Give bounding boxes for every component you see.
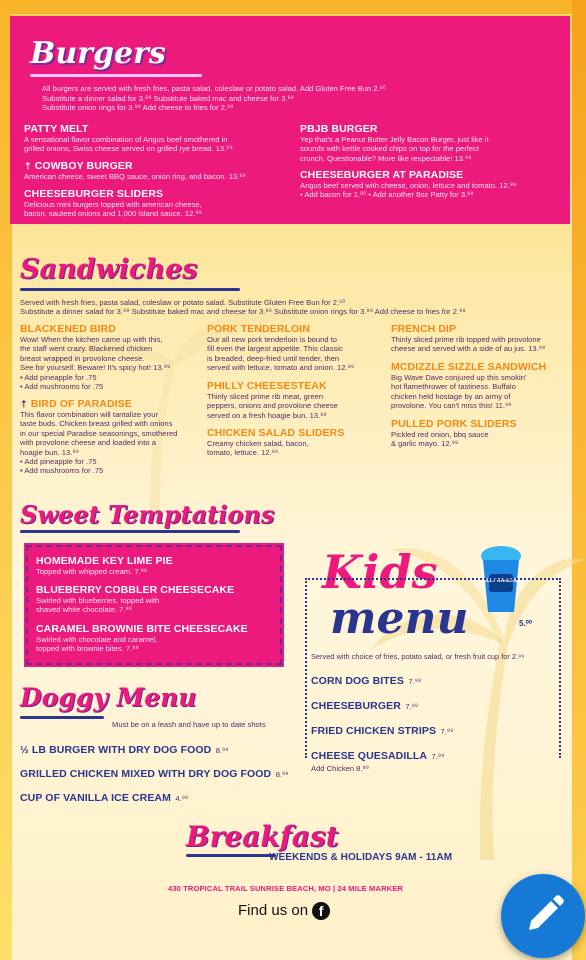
doggy-item: CUP OF VANILLA ICE CREAM 4.⁹⁹ [20, 792, 189, 804]
kids-item-cheese-quesadilla: CHEESE QUESADILLA 7.⁹⁹ [311, 750, 445, 762]
item-desc: shaved white chocolate. 7.⁹⁹ [36, 605, 132, 615]
doggy-item: GRILLED CHICKEN MIXED WITH DRY DOG FOOD 8.⁹⁹ [20, 768, 289, 780]
menu-item-pbjb-burger [300, 123, 566, 163]
menu-item-pork-tenderloin [207, 323, 387, 373]
item-desc: • Add pineapple for .75 [20, 372, 97, 382]
item-desc: the staff went crazy. Blackened chicken [20, 344, 153, 354]
item-desc: American cheese, sweet BBQ sauce, onion ring, and bacon. 13.⁹⁹ [24, 172, 246, 181]
doggy-title: Doggy Menu [20, 683, 197, 712]
menu-item-pulled-pork-sliders [391, 418, 571, 449]
item-desc: Angus beef served with cheese, onion, lettuce and tomato. 12.⁹⁹ [300, 181, 517, 190]
item-desc: topped with brownie bites. 7.⁹⁹ [36, 644, 139, 654]
item-name: COWBOY BURGER [34, 160, 133, 172]
item-name: CARAMEL BROWNIE BITE CHEESECAKE [36, 623, 248, 635]
sandwiches-title: Sandwiches [20, 254, 198, 285]
frame-top [0, 0, 586, 14]
breakfast-hours: WEEKENDS & HOLIDAYS 9AM - 11AM [269, 852, 453, 863]
doggy-title-underline [20, 716, 104, 719]
item-desc: fill even the largest appetite. This classic [207, 344, 343, 354]
item-desc: chicken held hostage by an army of [391, 391, 511, 401]
sweets-title-underline [20, 530, 240, 533]
slushie-price: 5.⁰⁰ [519, 619, 533, 628]
item-name: BLUEBERRY COBBLER CHEESECAKE [36, 584, 235, 596]
item-desc: • Add mushrooms for .75 [20, 382, 104, 392]
item-desc: breast wrapped in provolone cheese. [20, 353, 145, 363]
burgers-intro [42, 84, 482, 113]
kids-item-fried-chicken-strips: FRIED CHICKEN STRIPS 7.⁹⁹ [311, 725, 454, 737]
item-name: PATTY MELT [24, 123, 89, 135]
item-name: CHEESEBURGER SLIDERS [24, 188, 164, 200]
item-desc: hoagie bun. 13.⁹⁹ [20, 447, 79, 457]
pencil-icon [501, 874, 585, 958]
menu-item-patty-melt [24, 123, 294, 154]
item-desc: provolone. You can't miss this! 11.⁹⁹ [391, 401, 512, 411]
item-desc: Topped with whipped cream. 7.⁹⁹ [36, 567, 148, 576]
menu-item-chicken-salad-sliders [207, 427, 387, 458]
item-desc: Pickled red onion, bbq sauce [391, 430, 489, 439]
burgers-section [10, 16, 570, 224]
item-desc: A sensational flavor combination of Angus beef smothered in [24, 135, 228, 144]
item-desc: This flavor combination will tantalize your [20, 410, 159, 419]
item-name: PULLED PORK SLIDERS [391, 418, 517, 430]
item-desc: • Add mushrooms for .75 [20, 466, 104, 476]
menu-item-cheeseburger-at-paradise [300, 169, 566, 200]
item-desc: Creamy chicken salad, bacon, [207, 439, 309, 448]
item-desc: Thinly sliced prime rib meat, green [207, 392, 324, 401]
kids-title-line2: menu [330, 593, 469, 644]
menu-item-mcdizzle-sizzle-sandwich [391, 361, 571, 411]
item-name: CHICKEN SALAD SLIDERS [207, 427, 345, 439]
find-us-label: Find us on [238, 902, 309, 919]
sandwiches-title-underline [20, 288, 240, 291]
item-desc: Delicious mini burgers topped with american cheese, [24, 200, 202, 209]
burgers-title: Burgers [30, 36, 166, 71]
sandwiches-intro [20, 298, 566, 317]
item-desc: See for yourself. Beware! It's spicy hot! 13.⁹⁹ [20, 363, 171, 373]
item-desc: cheese and served with a side of au jus. 13.⁹⁹ [391, 344, 546, 354]
item-desc: bacon, sauteed onions and 1,000 island sauce. 12.⁹⁹ [24, 209, 202, 219]
item-desc: tomato, lettuce. 12.⁹⁹ [207, 448, 279, 458]
kids-addon: Add Chicken 8.⁹⁹ [311, 764, 370, 773]
item-desc: grilled onions, Swiss cheese served on grilled rye bread. 13.⁹⁹ [24, 144, 233, 154]
sweets-title: Sweet Temptations [20, 500, 275, 529]
item-name: MCDIZZLE SIZZLE SANDWICH [391, 361, 547, 373]
item-desc: Our all new pork tenderloin is bound to [207, 335, 338, 344]
facebook-icon[interactable]: f [312, 902, 330, 920]
kids-item-corn-dog-bites: CORN DOG BITES 7.⁹⁹ [311, 675, 422, 687]
item-desc: crunch. Questionable? More like respectable! 13.⁹⁹ [300, 153, 472, 163]
item-desc: • Add pineapple for .75 [20, 457, 97, 467]
slushie-brand: JOLLY RANCHER [480, 578, 522, 584]
item-desc: peppers, onions and provolone cheese [207, 401, 338, 411]
sweets-box [26, 545, 282, 665]
kids-items [311, 671, 561, 773]
item-desc: hot flamethrower of tastiness. Buffalo [391, 382, 516, 392]
doggy-items [20, 740, 310, 806]
menu-item-blackened-bird [20, 323, 206, 391]
item-desc: taste buds. Chicken breast grilled with onions [20, 419, 173, 429]
menu-item-philly-cheesesteak [207, 380, 387, 420]
edit-fab-button[interactable] [501, 874, 585, 958]
item-name: PBJB BURGER [300, 123, 378, 135]
doggy-item: ½ LB BURGER WITH DRY DOG FOOD 8.⁹⁹ [20, 744, 229, 756]
item-desc: Wow! When the kitchen came up with this, [20, 335, 163, 344]
address: 430 TROPICAL TRAIL SUNRISE BEACH, MO | 24 MILE MARKER [168, 884, 403, 893]
sandwiches-intro-line: Served with fresh fries, pasta salad, coleslaw or potato salad. Substitute Gluten Free Bun for 2.⁵⁰ [20, 298, 346, 307]
item-name: PORK TENDERLOIN [207, 323, 311, 335]
kids-item-cheeseburger: CHEESEBURGER 7.⁹⁹ [311, 700, 419, 712]
menu-item-bird-of-paradise [20, 398, 206, 476]
breakfast-title: Breakfast [186, 820, 339, 853]
item-desc: Big Wave Dave conjured up this smokin' [391, 373, 527, 382]
item-desc: sounds with kettle cooked chips on top for the perfect [300, 144, 479, 154]
kids-intro: Served with choice of fries, potato salad, or fresh fruit cup for 2.⁹⁹ [311, 652, 525, 661]
burgers-intro-line: Substitute a dinner salad for 3.⁹⁹ Substitute baked mac and cheese for 3.⁹⁹ [42, 93, 294, 103]
item-name: HOMEMADE KEY LIME PIE [36, 555, 173, 567]
burgers-intro-line: Substitute onion rings for 3.⁹⁹ Add cheese to fries for 2.⁹⁹ [42, 103, 234, 113]
kids-title-line1: Kids [322, 545, 438, 599]
pin-icon: ⇡ [20, 399, 28, 409]
burgers-intro-line: All burgers are served with fresh fries, pasta salad, coleslaw or potato salad. Add Gluten Free Bun 2.⁵⁰ [42, 84, 386, 93]
burgers-title-underline [30, 74, 202, 77]
menu-item-key-lime-pie [36, 555, 276, 576]
breakfast-title-underline [186, 854, 276, 857]
item-desc: with provolone cheese and loaded into a [20, 438, 156, 448]
item-desc: Swirled with blueberries, topped with [36, 596, 160, 605]
item-desc: • Add bacon for 1.⁰⁰ • Add another 8oz Patty for 3.⁹⁹ [300, 190, 474, 200]
item-name: BLACKENED BIRD [20, 323, 116, 335]
item-desc: & garlic mayo. 12.⁹⁹ [391, 439, 459, 449]
item-desc: served on a fresh hoagie bun. 13.⁹⁹ [207, 410, 327, 420]
item-desc: is breaded, deep-fried until tender, then [207, 353, 340, 363]
find-us-on-facebook[interactable] [238, 902, 330, 920]
menu-item-french-dip [391, 323, 571, 354]
doggy-note: Must be on a leash and have up to date shots [112, 720, 266, 729]
item-desc: Swirled with chocolate and caramel, [36, 635, 158, 644]
item-desc: served with lettuce, tomato and onion. 12.⁹⁹ [207, 363, 355, 373]
menu-item-cheeseburger-sliders [24, 188, 294, 219]
sandwiches-intro-line: Substitute a dinner salad for 3.⁹⁹ Substitute baked mac and cheese for 3.⁹⁹ Substitute onion rings for 3.⁹⁹ Add cheese to fries for 2.⁹⁹ [20, 307, 466, 317]
item-desc: Yep that's a Peanut Butter Jelly Bacon Burger, just like it [300, 135, 489, 144]
pin-icon: ⇡ [24, 161, 32, 171]
menu-item-caramel-brownie-bite-cheesecake [36, 623, 280, 654]
menu-item-blueberry-cobbler-cheesecake [36, 584, 276, 615]
item-name: FRENCH DIP [391, 323, 457, 335]
menu-item-cowboy-burger [24, 160, 294, 181]
item-name: PHILLY CHEESESTEAK [207, 380, 327, 392]
item-name: CHEESEBURGER AT PARADISE [300, 169, 464, 181]
item-name: BIRD OF PARADISE [30, 398, 132, 410]
item-desc: in our special Paradise seasonings, smothered [20, 428, 178, 438]
item-desc: Thinly sliced prime rib topped with provolone [391, 335, 541, 344]
